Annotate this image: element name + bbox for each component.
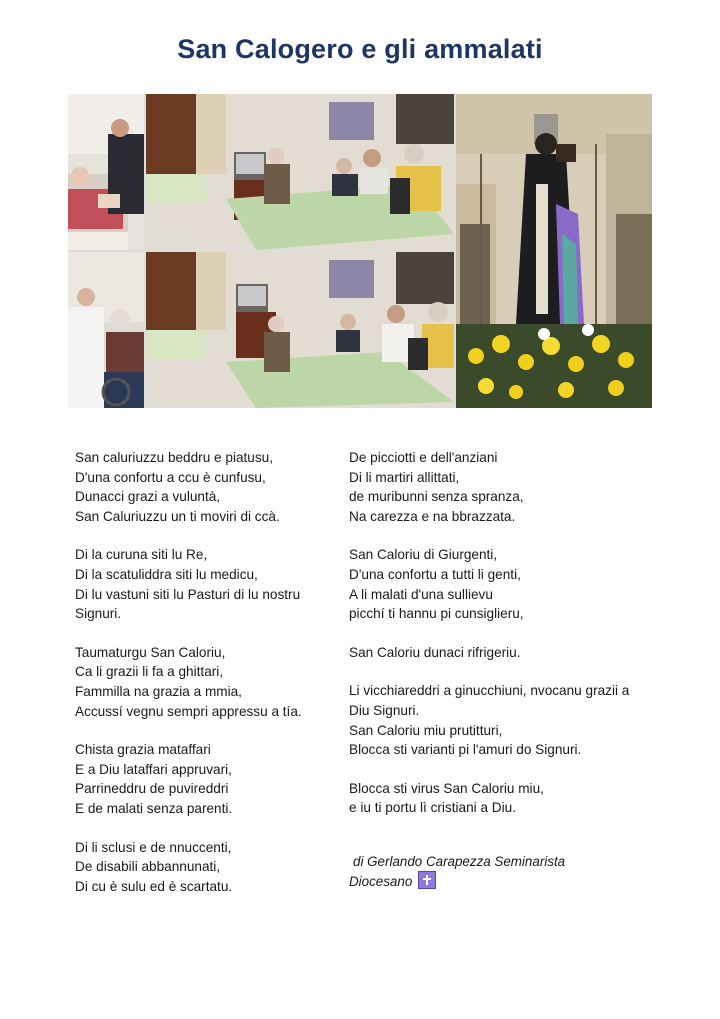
poem-line: e iu ti portu lì cristiani a Diu. [349,800,516,816]
stanza [75,643,333,721]
poem-line: Parrineddru de puvireddri [75,781,229,797]
saint-statue-photo [456,94,652,408]
poem-line: Di cu è sulu ed è scartatu. [75,878,233,894]
stanza [349,681,649,759]
poem-line: De disabili abbannunati, [75,859,221,875]
poem-line: Dunacci grazi a vuluntà, [75,489,221,505]
stanza [349,779,649,818]
poem-line: D'una confortu a tutti li genti, [349,566,521,582]
stanza [349,643,649,663]
poem-line: Chista grazia mataffari [75,742,211,758]
signature [349,852,649,891]
poem-line: Ca li grazii li fa a ghittari, [75,664,224,680]
poem-line: Di lu vastuni siti lu Pasturi di lu nostru Signuri. [75,586,301,622]
stanza [75,448,333,526]
poem-line: Fammilla na grazia a mmia, [75,683,242,699]
poem-line: San Caloriu miu prutitturi, [349,722,503,738]
poem-line: Blocca sti virus San Caloriu miu, [349,780,544,796]
poem-line: E a Diu lataffari appruvari, [75,761,232,777]
poem-line: San Caluriuzzu un ti moviri di ccà. [75,508,280,524]
poem-line: Di li martiri allittati, [349,469,460,485]
poem-line: Di li sclusi e de nnuccenti, [75,839,232,855]
poem-line: D'una confortu a ccu è cunfusu, [75,469,266,485]
signature-author: di Gerlando Carapezza Seminarista [353,853,566,869]
stanza [75,838,333,897]
poem-line: Di la curuna siti lu Re, [75,547,208,563]
stanza [75,740,333,818]
elderly-room-photo [146,94,454,250]
stanza [75,545,333,623]
poem-line: De picciotti e dell'anziani [349,450,498,465]
hospital-visit-photo [68,94,144,250]
elderly-room-photo-2 [146,252,454,408]
poem-line: picchí ti hannu pi cunsiglieru, [349,606,524,622]
poem-line: Blocca sti varianti pi l'amuri do Signuri. [349,742,582,758]
cross-icon [418,871,436,889]
poem-line: E de malati senza parenti. [75,800,233,816]
poem-line: San caluriuzzu beddru e piatusu, [75,450,273,465]
poem-line: San Caloriu di Giurgenti, [349,547,498,563]
poem-line: A li malati d'una sullievu [349,586,493,602]
poem-line: Accussí vegnu sempri appressu a tía. [75,703,302,719]
page-title: San Calogero e gli ammalati [177,34,543,64]
signature-title [349,871,649,891]
poem-line: Di la scatuliddra siti lu medicu, [75,566,258,582]
poem-line: de muribunni senza spranza, [349,489,524,505]
stanza [349,545,649,623]
priest-visit-photo [68,252,144,408]
poem-line: Li vicchiareddri a ginucchiuni, nvocanu grazii a Diu Signuri. [349,683,630,718]
poem-left-column [75,448,333,915]
poem-line: Na carezza e na bbrazzata. [349,508,516,524]
poem-right-column [349,448,649,891]
photo-collage [68,94,652,408]
stanza [349,448,649,526]
signature-title-text: Diocesano [349,873,413,889]
poem-line: Taumaturgu San Caloriu, [75,644,226,660]
poem-line: San Caloriu dunaci rifrigeriu. [349,644,521,660]
